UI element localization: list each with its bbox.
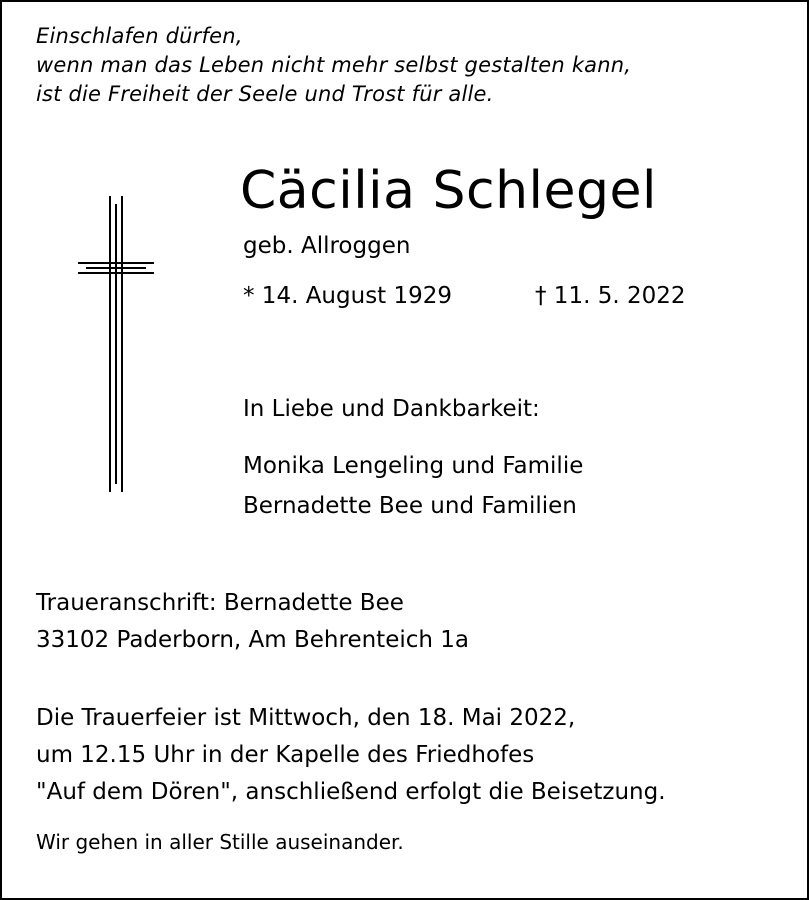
ceremony-line: Die Trauerfeier ist Mittwoch, den 18. Mai 2022, xyxy=(36,705,576,731)
poem-line: wenn man das Leben nicht mehr selbst gestalten kann, xyxy=(36,53,632,77)
address-line: Traueranschrift: Bernadette Bee xyxy=(36,590,404,616)
ceremony-info xyxy=(36,700,666,811)
poem-line: Einschlafen dürfen, xyxy=(36,24,243,48)
poem-line: ist die Freiheit der Seele und Trost für alle. xyxy=(36,82,494,106)
maiden-name: geb. Allroggen xyxy=(243,233,411,259)
mourning-address xyxy=(36,585,469,659)
deceased-name: Cäcilia Schlegel xyxy=(240,161,657,221)
gratitude-line: In Liebe und Dankbarkeit: xyxy=(243,396,540,422)
mourner-name: Bernadette Bee und Familien xyxy=(243,493,577,519)
cross-icon xyxy=(78,196,154,492)
address-line: 33102 Paderborn, Am Behrenteich 1a xyxy=(36,627,469,653)
poem xyxy=(36,22,631,109)
death-date: † 11. 5. 2022 xyxy=(535,283,686,309)
mourner-name: Monika Lengeling und Familie xyxy=(243,453,584,479)
closing-note: Wir gehen in aller Stille auseinander. xyxy=(36,830,404,854)
ceremony-line: "Auf dem Dören", anschließend erfolgt die Beisetzung. xyxy=(36,779,666,805)
birth-date: * 14. August 1929 xyxy=(243,283,453,309)
mourner-list xyxy=(243,446,583,526)
ceremony-line: um 12.15 Uhr in der Kapelle des Friedhofes xyxy=(36,742,535,768)
